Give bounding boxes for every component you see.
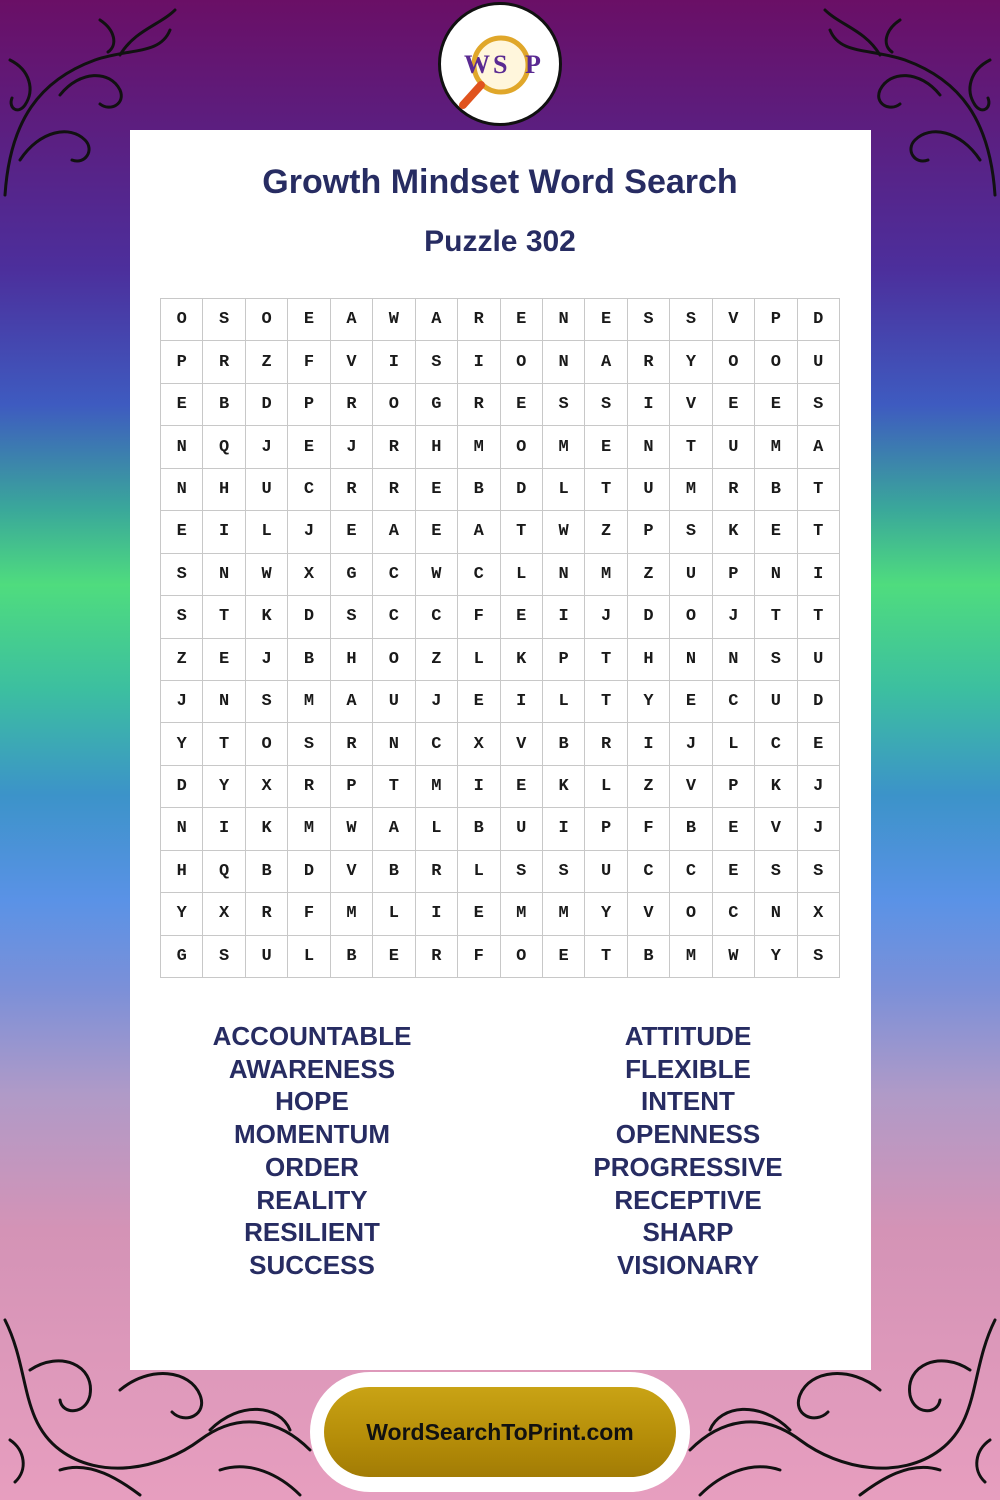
- grid-cell[interactable]: U: [246, 469, 288, 511]
- page-title: Growth Mindset Word Search: [262, 163, 738, 201]
- grid-cell[interactable]: C: [288, 469, 330, 511]
- grid-cell[interactable]: Z: [246, 341, 288, 383]
- grid-cell[interactable]: G: [161, 936, 203, 978]
- grid-cell[interactable]: D: [798, 681, 840, 723]
- grid-cell[interactable]: N: [203, 554, 245, 596]
- grid-cell[interactable]: E: [288, 426, 330, 468]
- grid-cell[interactable]: D: [288, 596, 330, 638]
- magnifier-icon: [441, 5, 559, 123]
- grid-cell[interactable]: N: [543, 299, 585, 341]
- grid-cell[interactable]: A: [373, 808, 415, 850]
- word-list-item: FLEXIBLE: [625, 1053, 751, 1084]
- grid-cell[interactable]: R: [713, 469, 755, 511]
- grid-cell[interactable]: W: [373, 299, 415, 341]
- grid-cell[interactable]: D: [628, 596, 670, 638]
- letter-grid: [160, 298, 840, 978]
- grid-cell[interactable]: M: [288, 808, 330, 850]
- grid-cell[interactable]: L: [458, 851, 500, 893]
- grid-cell[interactable]: I: [203, 808, 245, 850]
- grid-cell[interactable]: D: [798, 299, 840, 341]
- word-list-item: MOMENTUM: [234, 1119, 390, 1150]
- grid-cell[interactable]: Y: [585, 893, 627, 935]
- grid-cell[interactable]: P: [585, 808, 627, 850]
- grid-cell[interactable]: T: [585, 681, 627, 723]
- grid-cell[interactable]: Y: [161, 723, 203, 765]
- grid-cell[interactable]: C: [713, 893, 755, 935]
- grid-cell[interactable]: L: [713, 723, 755, 765]
- grid-cell[interactable]: X: [246, 766, 288, 808]
- grid-cell[interactable]: O: [670, 596, 712, 638]
- grid-cell[interactable]: M: [288, 681, 330, 723]
- grid-cell[interactable]: U: [798, 341, 840, 383]
- grid-cell[interactable]: K: [246, 808, 288, 850]
- word-list-item: SUCCESS: [249, 1249, 375, 1280]
- grid-cell[interactable]: R: [373, 469, 415, 511]
- grid-cell[interactable]: C: [373, 554, 415, 596]
- grid-cell[interactable]: Q: [203, 851, 245, 893]
- grid-cell[interactable]: K: [501, 639, 543, 681]
- grid-cell[interactable]: T: [585, 469, 627, 511]
- grid-cell[interactable]: S: [203, 936, 245, 978]
- grid-cell[interactable]: B: [288, 639, 330, 681]
- grid-cell[interactable]: E: [161, 511, 203, 553]
- grid-cell[interactable]: Q: [203, 426, 245, 468]
- grid-cell[interactable]: O: [501, 936, 543, 978]
- grid-cell[interactable]: U: [585, 851, 627, 893]
- grid-cell[interactable]: L: [416, 808, 458, 850]
- grid-cell[interactable]: K: [543, 766, 585, 808]
- grid-cell[interactable]: I: [458, 341, 500, 383]
- grid-cell[interactable]: G: [331, 554, 373, 596]
- grid-cell[interactable]: B: [543, 723, 585, 765]
- grid-cell[interactable]: E: [713, 851, 755, 893]
- grid-cell[interactable]: S: [203, 299, 245, 341]
- grid-cell[interactable]: T: [798, 596, 840, 638]
- grid-cell[interactable]: U: [670, 554, 712, 596]
- grid-cell[interactable]: V: [670, 766, 712, 808]
- grid-cell[interactable]: P: [288, 384, 330, 426]
- grid-cell[interactable]: N: [373, 723, 415, 765]
- grid-cell[interactable]: N: [543, 341, 585, 383]
- grid-cell[interactable]: Z: [416, 639, 458, 681]
- grid-cell[interactable]: N: [543, 554, 585, 596]
- grid-cell[interactable]: N: [161, 426, 203, 468]
- grid-cell[interactable]: J: [798, 808, 840, 850]
- grid-cell[interactable]: U: [373, 681, 415, 723]
- grid-cell[interactable]: E: [798, 723, 840, 765]
- grid-cell[interactable]: I: [373, 341, 415, 383]
- grid-cell[interactable]: I: [543, 596, 585, 638]
- grid-cell[interactable]: R: [246, 893, 288, 935]
- grid-cell[interactable]: M: [755, 426, 797, 468]
- grid-cell[interactable]: W: [543, 511, 585, 553]
- grid-cell[interactable]: S: [670, 299, 712, 341]
- grid-cell[interactable]: U: [628, 469, 670, 511]
- grid-cell[interactable]: S: [670, 511, 712, 553]
- grid-cell[interactable]: Z: [585, 511, 627, 553]
- grid-cell[interactable]: S: [288, 723, 330, 765]
- grid-cell[interactable]: M: [543, 893, 585, 935]
- word-list-item: PROGRESSIVE: [593, 1151, 783, 1182]
- grid-cell[interactable]: B: [458, 469, 500, 511]
- grid-cell[interactable]: M: [585, 554, 627, 596]
- grid-cell[interactable]: T: [585, 639, 627, 681]
- grid-cell[interactable]: M: [458, 426, 500, 468]
- grid-cell[interactable]: J: [161, 681, 203, 723]
- grid-cell[interactable]: I: [543, 808, 585, 850]
- grid-cell[interactable]: I: [203, 511, 245, 553]
- grid-cell[interactable]: S: [161, 596, 203, 638]
- grid-cell[interactable]: N: [755, 893, 797, 935]
- grid-cell[interactable]: D: [161, 766, 203, 808]
- grid-cell[interactable]: V: [331, 341, 373, 383]
- grid-cell[interactable]: E: [288, 299, 330, 341]
- grid-cell[interactable]: A: [331, 299, 373, 341]
- grid-cell[interactable]: L: [373, 893, 415, 935]
- grid-cell[interactable]: J: [246, 426, 288, 468]
- grid-cell[interactable]: I: [798, 554, 840, 596]
- grid-cell[interactable]: U: [501, 808, 543, 850]
- grid-cell[interactable]: M: [331, 893, 373, 935]
- grid-cell[interactable]: E: [713, 384, 755, 426]
- grid-cell[interactable]: V: [755, 808, 797, 850]
- grid-cell[interactable]: O: [246, 723, 288, 765]
- grid-cell[interactable]: F: [458, 936, 500, 978]
- grid-cell[interactable]: V: [670, 384, 712, 426]
- grid-cell[interactable]: R: [458, 299, 500, 341]
- grid-cell[interactable]: O: [501, 341, 543, 383]
- grid-cell[interactable]: S: [755, 639, 797, 681]
- grid-cell[interactable]: L: [543, 469, 585, 511]
- grid-cell[interactable]: C: [416, 723, 458, 765]
- grid-cell[interactable]: Z: [628, 766, 670, 808]
- grid-cell[interactable]: E: [501, 384, 543, 426]
- grid-cell[interactable]: J: [246, 639, 288, 681]
- grid-cell[interactable]: S: [246, 681, 288, 723]
- word-list-item: RECEPTIVE: [614, 1184, 762, 1215]
- word-list-item: AWARENESS: [228, 1053, 396, 1084]
- grid-cell[interactable]: P: [755, 299, 797, 341]
- grid-cell[interactable]: R: [203, 341, 245, 383]
- grid-cell[interactable]: J: [416, 681, 458, 723]
- grid-cell[interactable]: T: [670, 426, 712, 468]
- grid-cell[interactable]: E: [161, 384, 203, 426]
- grid-cell[interactable]: B: [373, 851, 415, 893]
- grid-cell[interactable]: E: [755, 384, 797, 426]
- grid-cell[interactable]: V: [628, 893, 670, 935]
- grid-cell[interactable]: Y: [203, 766, 245, 808]
- grid-cell[interactable]: X: [203, 893, 245, 935]
- grid-cell[interactable]: M: [670, 936, 712, 978]
- grid-cell[interactable]: F: [458, 596, 500, 638]
- grid-cell[interactable]: P: [543, 639, 585, 681]
- grid-cell[interactable]: S: [161, 554, 203, 596]
- grid-cell[interactable]: I: [458, 766, 500, 808]
- grid-cell[interactable]: E: [670, 681, 712, 723]
- grid-cell[interactable]: E: [416, 469, 458, 511]
- grid-cell[interactable]: S: [331, 596, 373, 638]
- grid-cell[interactable]: Z: [161, 639, 203, 681]
- word-list-item: HOPE: [275, 1086, 349, 1117]
- grid-cell[interactable]: F: [288, 341, 330, 383]
- grid-cell[interactable]: I: [501, 681, 543, 723]
- grid-cell[interactable]: Y: [670, 341, 712, 383]
- grid-cell[interactable]: T: [203, 723, 245, 765]
- grid-cell[interactable]: U: [755, 681, 797, 723]
- grid-cell[interactable]: N: [161, 808, 203, 850]
- grid-cell[interactable]: B: [755, 469, 797, 511]
- grid-cell[interactable]: W: [331, 808, 373, 850]
- logo-letter-p: P: [525, 50, 541, 79]
- grid-cell[interactable]: T: [373, 766, 415, 808]
- grid-cell[interactable]: R: [331, 384, 373, 426]
- grid-cell[interactable]: R: [331, 469, 373, 511]
- grid-cell[interactable]: S: [416, 341, 458, 383]
- grid-cell[interactable]: R: [458, 384, 500, 426]
- grid-cell[interactable]: W: [713, 936, 755, 978]
- grid-cell[interactable]: P: [331, 766, 373, 808]
- grid-cell[interactable]: T: [798, 469, 840, 511]
- grid-cell[interactable]: K: [246, 596, 288, 638]
- grid-cell[interactable]: B: [331, 936, 373, 978]
- grid-cell[interactable]: E: [501, 596, 543, 638]
- grid-cell[interactable]: S: [798, 851, 840, 893]
- grid-cell[interactable]: T: [585, 936, 627, 978]
- grid-cell[interactable]: A: [458, 511, 500, 553]
- grid-cell[interactable]: M: [670, 469, 712, 511]
- grid-cell[interactable]: M: [501, 893, 543, 935]
- grid-cell[interactable]: E: [331, 511, 373, 553]
- word-list-item: ORDER: [265, 1151, 359, 1182]
- grid-cell[interactable]: R: [585, 723, 627, 765]
- grid-cell[interactable]: U: [246, 936, 288, 978]
- word-list-item: RESILIENT: [244, 1217, 380, 1248]
- grid-cell[interactable]: N: [713, 639, 755, 681]
- grid-cell[interactable]: R: [416, 851, 458, 893]
- word-list-right: [523, 1020, 853, 1282]
- grid-cell[interactable]: L: [501, 554, 543, 596]
- grid-cell[interactable]: A: [331, 681, 373, 723]
- grid-cell[interactable]: D: [288, 851, 330, 893]
- grid-cell[interactable]: G: [416, 384, 458, 426]
- grid-cell[interactable]: E: [713, 808, 755, 850]
- grid-cell[interactable]: S: [798, 384, 840, 426]
- grid-cell[interactable]: P: [628, 511, 670, 553]
- grid-cell[interactable]: A: [416, 299, 458, 341]
- grid-cell[interactable]: J: [713, 596, 755, 638]
- grid-cell[interactable]: U: [713, 426, 755, 468]
- word-list-left: [147, 1020, 477, 1282]
- grid-cell[interactable]: S: [798, 936, 840, 978]
- grid-cell[interactable]: B: [203, 384, 245, 426]
- grid-cell[interactable]: O: [246, 299, 288, 341]
- grid-cell[interactable]: V: [501, 723, 543, 765]
- grid-cell[interactable]: L: [288, 936, 330, 978]
- grid-cell[interactable]: R: [628, 341, 670, 383]
- grid-cell[interactable]: L: [246, 511, 288, 553]
- grid-cell[interactable]: L: [585, 766, 627, 808]
- grid-cell[interactable]: W: [416, 554, 458, 596]
- word-list-item: ATTITUDE: [624, 1021, 752, 1051]
- grid-cell[interactable]: C: [713, 681, 755, 723]
- grid-cell[interactable]: B: [246, 851, 288, 893]
- grid-cell[interactable]: H: [161, 851, 203, 893]
- grid-cell[interactable]: O: [373, 639, 415, 681]
- grid-cell[interactable]: F: [628, 808, 670, 850]
- grid-cell[interactable]: P: [713, 766, 755, 808]
- site-link-button[interactable]: WordSearchToPrint.com: [324, 1387, 676, 1477]
- grid-cell[interactable]: E: [755, 511, 797, 553]
- grid-cell[interactable]: S: [628, 299, 670, 341]
- grid-cell[interactable]: T: [501, 511, 543, 553]
- grid-cell[interactable]: R: [373, 426, 415, 468]
- grid-cell[interactable]: K: [713, 511, 755, 553]
- grid-cell[interactable]: U: [798, 639, 840, 681]
- grid-cell[interactable]: C: [628, 851, 670, 893]
- grid-cell[interactable]: H: [416, 426, 458, 468]
- grid-cell[interactable]: K: [755, 766, 797, 808]
- grid-cell[interactable]: N: [670, 639, 712, 681]
- grid-cell[interactable]: S: [755, 851, 797, 893]
- grid-cell[interactable]: B: [458, 808, 500, 850]
- grid-cell[interactable]: T: [755, 596, 797, 638]
- grid-cell[interactable]: W: [246, 554, 288, 596]
- grid-cell[interactable]: O: [501, 426, 543, 468]
- grid-cell[interactable]: L: [458, 639, 500, 681]
- grid-cell[interactable]: X: [798, 893, 840, 935]
- grid-cell[interactable]: O: [670, 893, 712, 935]
- grid-cell[interactable]: N: [203, 681, 245, 723]
- grid-cell[interactable]: J: [288, 511, 330, 553]
- grid-cell[interactable]: S: [543, 851, 585, 893]
- word-list-item: VISIONARY: [616, 1249, 760, 1280]
- grid-cell[interactable]: C: [670, 851, 712, 893]
- grid-cell[interactable]: J: [585, 596, 627, 638]
- grid-cell[interactable]: N: [628, 426, 670, 468]
- grid-cell[interactable]: S: [543, 384, 585, 426]
- grid-cell[interactable]: J: [331, 426, 373, 468]
- grid-cell[interactable]: O: [713, 341, 755, 383]
- logo-letter-w: W: [464, 50, 490, 79]
- grid-cell[interactable]: I: [628, 384, 670, 426]
- grid-cell[interactable]: R: [288, 766, 330, 808]
- grid-cell[interactable]: N: [161, 469, 203, 511]
- grid-cell[interactable]: T: [203, 596, 245, 638]
- grid-cell[interactable]: C: [416, 596, 458, 638]
- grid-cell[interactable]: C: [458, 554, 500, 596]
- grid-cell[interactable]: D: [501, 469, 543, 511]
- grid-cell[interactable]: O: [373, 384, 415, 426]
- grid-cell[interactable]: B: [670, 808, 712, 850]
- grid-cell[interactable]: Y: [755, 936, 797, 978]
- grid-cell[interactable]: M: [416, 766, 458, 808]
- word-list-item: ACCOUNTABLE: [212, 1021, 412, 1051]
- grid-cell[interactable]: F: [288, 893, 330, 935]
- grid-cell[interactable]: J: [670, 723, 712, 765]
- grid-cell[interactable]: H: [331, 639, 373, 681]
- grid-cell[interactable]: E: [203, 639, 245, 681]
- grid-cell[interactable]: E: [373, 936, 415, 978]
- grid-cell[interactable]: H: [628, 639, 670, 681]
- grid-cell[interactable]: O: [161, 299, 203, 341]
- grid-cell[interactable]: J: [798, 766, 840, 808]
- word-list-item: OPENNESS: [615, 1119, 761, 1150]
- grid-cell[interactable]: I: [628, 723, 670, 765]
- grid-cell[interactable]: L: [543, 681, 585, 723]
- word-list-item: SHARP: [642, 1217, 734, 1248]
- grid-cell[interactable]: X: [288, 554, 330, 596]
- grid-cell[interactable]: N: [755, 554, 797, 596]
- grid-cell[interactable]: E: [585, 426, 627, 468]
- grid-cell[interactable]: A: [373, 511, 415, 553]
- grid-cell[interactable]: C: [373, 596, 415, 638]
- grid-cell[interactable]: X: [458, 723, 500, 765]
- grid-cell[interactable]: E: [458, 681, 500, 723]
- grid-cell[interactable]: R: [331, 723, 373, 765]
- grid-cell[interactable]: Y: [628, 681, 670, 723]
- grid-cell[interactable]: P: [161, 341, 203, 383]
- grid-cell[interactable]: S: [585, 384, 627, 426]
- grid-cell[interactable]: V: [331, 851, 373, 893]
- puzzle-number: Puzzle 302: [424, 225, 576, 258]
- grid-cell[interactable]: I: [416, 893, 458, 935]
- grid-cell[interactable]: E: [501, 299, 543, 341]
- grid-cell[interactable]: V: [713, 299, 755, 341]
- grid-cell[interactable]: A: [585, 341, 627, 383]
- grid-cell[interactable]: C: [755, 723, 797, 765]
- grid-cell[interactable]: E: [416, 511, 458, 553]
- grid-cell[interactable]: A: [798, 426, 840, 468]
- grid-cell[interactable]: M: [543, 426, 585, 468]
- grid-cell[interactable]: B: [628, 936, 670, 978]
- grid-cell[interactable]: E: [543, 936, 585, 978]
- grid-cell[interactable]: E: [585, 299, 627, 341]
- word-list-item: INTENT: [641, 1086, 735, 1117]
- grid-cell[interactable]: S: [501, 851, 543, 893]
- grid-cell[interactable]: D: [246, 384, 288, 426]
- grid-cell[interactable]: R: [416, 936, 458, 978]
- logo-letter-s: S: [493, 50, 508, 79]
- grid-cell[interactable]: E: [501, 766, 543, 808]
- grid-cell[interactable]: P: [713, 554, 755, 596]
- grid-cell[interactable]: H: [203, 469, 245, 511]
- word-list-item: REALITY: [256, 1184, 368, 1215]
- grid-cell[interactable]: O: [755, 341, 797, 383]
- grid-cell[interactable]: Y: [161, 893, 203, 935]
- grid-cell[interactable]: Z: [628, 554, 670, 596]
- grid-cell[interactable]: E: [458, 893, 500, 935]
- grid-cell[interactable]: T: [798, 511, 840, 553]
- site-logo[interactable]: [438, 2, 562, 126]
